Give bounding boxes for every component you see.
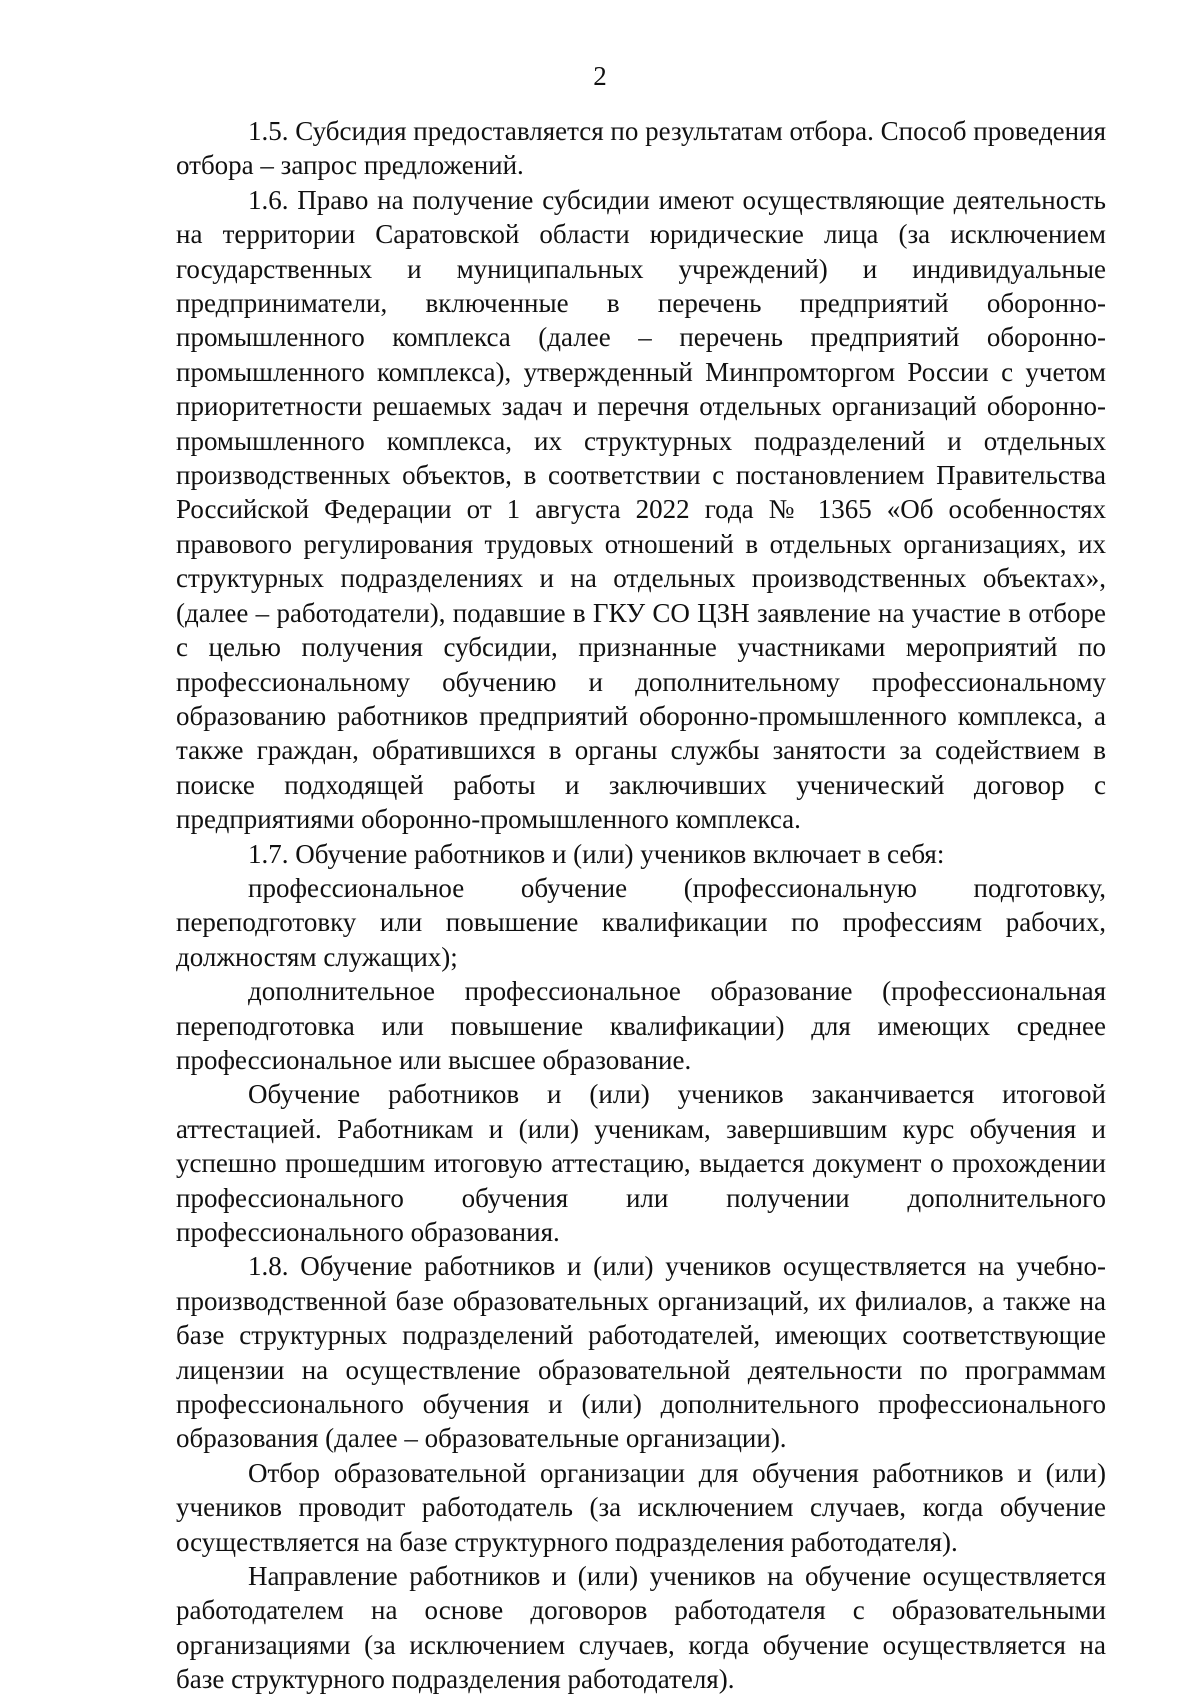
paragraph-1-8-selection: Отбор образовательной организации для обучения работников и (или) учеников проводит работодатель (за исключением случаев, когда обучение осуществляется на базе структурного подразделения работодателя). [176, 1457, 1106, 1557]
paragraph-1-5: 1.5. Субсидия предоставляется по результатам отбора. Способ проведения отбора – запрос предложений. [176, 116, 1106, 181]
paragraph-1-7: 1.7. Обучение работников и (или) учеников включает в себя: [248, 838, 945, 869]
paragraph-1-8-referral: Направление работников и (или) учеников на обучение осуществляется работодателем на основе договоров работодателя с образовательными организациями (за исключением случаев, когда обучение осуществляется на базе структурного подразделения работодателя). [176, 1561, 1106, 1695]
page-number: 2 [593, 61, 607, 91]
paragraph-1-7-final-attestation: Обучение работников и (или) учеников заканчивается итоговой аттестацией. Работникам и (или) ученикам, завершившим курс обучения и успешно прошедшим итоговую аттестацию, выдается документ о прохождении профессионального обучения или получении дополнительного профессионального образования. [176, 1079, 1106, 1247]
paragraph-1-7-item-professional-training: профессиональное обучение (профессиональную подготовку, переподготовку или повышение квалификации по профессиям рабочих, должностям служащих); [176, 872, 1106, 972]
paragraph-1-8: 1.8. Обучение работников и (или) учеников осуществляется на учебно-производственной базе образовательных организаций, их филиалов, а также на базе структурных подразделений работодателей, имеющих соответствующие лицензии на осуществление образовательной деятельности по программам профессионального обучения и (или) дополнительного профессионального образования (далее – образовательные организации). [176, 1251, 1106, 1454]
paragraph-1-7-item-additional-education: дополнительное профессиональное образование (профессиональная переподготовка или повышение квалификации) для имеющих среднее профессиональное или высшее образование. [176, 976, 1106, 1075]
paragraph-1-6: 1.6. Право на получение субсидии имеют осуществляющие деятельность на территории Саратовской области юридические лица (за исключением государственных и муниципальных учреждений) и индивидуальные предприниматели, включенные в перечень предприятий оборонно-промышленного комплекса (далее – перечень предприятий оборонно-промышленного комплекса), утвержденный Минпромторгом России с учетом приоритетности решаемых задач и перечня отдельных организаций оборонно-промышленного комплекса, их структурных подразделений и отдельных производственных объектов, в соответствии с постановлением Правительства Российской Федерации от 1 августа 2022 года № 1365 «Об особенностях правового регулирования трудовых отношений в отдельных организациях, их структурных подразделениях и на отдельных производственных объектах», (далее – работодатели), подавшие в ГКУ СО ЦЗН заявление на участие в отборе с целью получения субсидии, признанные участниками мероприятий по профессиональному обучению и дополнительному профессиональному образованию работников предприятий оборонно-промышленного комплекса, а также граждан, обратившихся в органы службы занятости за содействием в поиске подходящей работы и заключивших ученический договор с предприятиями оборонно-промышленного комплекса. [176, 184, 1106, 835]
document-body [176, 114, 1106, 1697]
